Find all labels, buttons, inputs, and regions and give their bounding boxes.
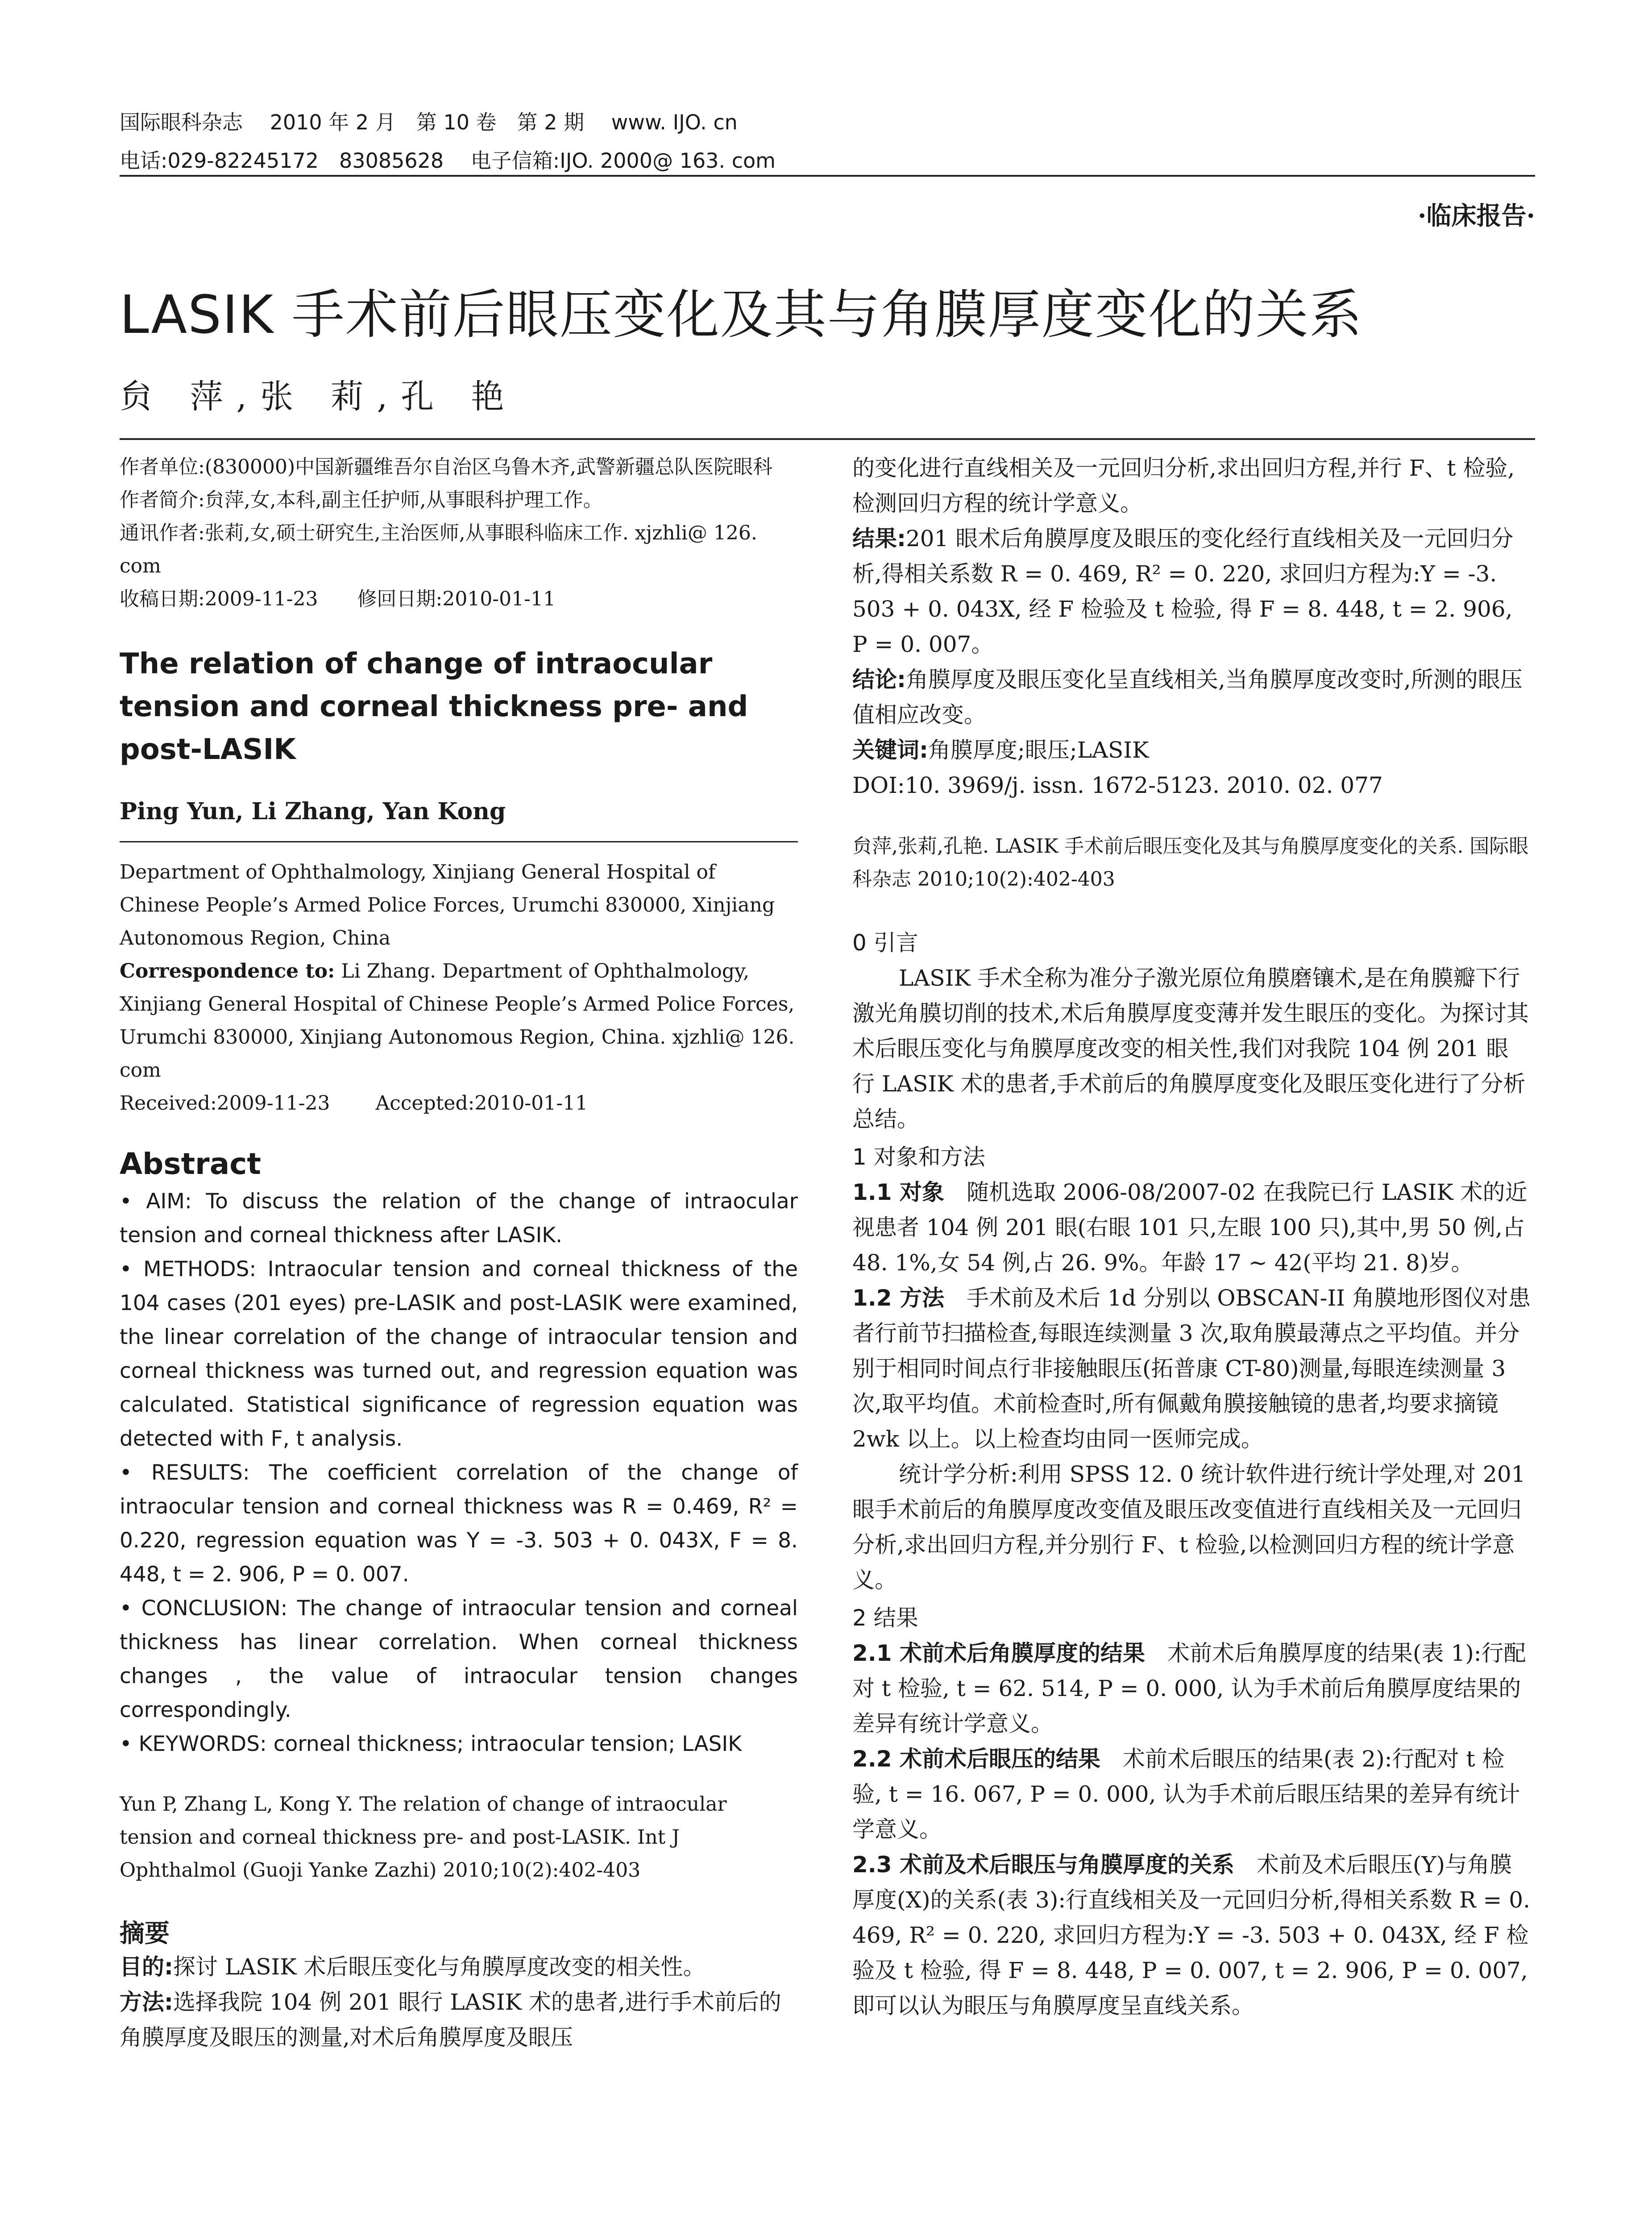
keywords-label: 关键词: (852, 737, 928, 763)
section-heading-results: 2 结果 (852, 1605, 918, 1631)
english-authors-rule (120, 841, 798, 842)
result-23-paragraph (852, 1847, 1531, 2024)
subjects-paragraph (852, 1175, 1531, 1281)
section-heading-intro: 0 引言 (852, 930, 918, 956)
methods-label: 1.2 方法 (852, 1285, 944, 1311)
chinese-conclusion (852, 662, 1531, 733)
purpose-label: 目的: (120, 1954, 173, 1980)
journal-header-line2: 电话:029-82245172 83085628 电子信箱:IJO. 2000@ 163. com (120, 149, 776, 173)
method-label: 方法: (120, 1989, 173, 2015)
affiliation: 作者单位:(830000)中国新疆维吾尔自治区乌鲁木齐,武警新疆总队医院眼科 (120, 456, 773, 478)
article-title: LASIK 手术前后眼压变化及其与角膜厚度变化的关系 (120, 284, 1363, 345)
result-22-paragraph (852, 1742, 1531, 1847)
purpose-text: 探讨 LASIK 术后眼压变化与角膜厚度改变的相关性。 (173, 1954, 706, 1980)
article-authors: 贠 萍,张 莉,孔 艳 (120, 377, 518, 416)
english-citation: Yun P, Zhang L, Kong Y. The relation of change of intraocular tension and corneal thickness pre- and post-LASIK. Int J Ophthalmol (Guoji Yanke Zazhi) 2010;10(2):402-403 (120, 1793, 727, 1882)
chinese-abstract-heading: 摘要 (120, 1919, 170, 1948)
result-22-label: 2.2 术前术后眼压的结果 (852, 1746, 1100, 1772)
result-23-label: 2.3 术前及术后眼压与角膜厚度的关系 (852, 1852, 1234, 1878)
english-affiliation: Department of Ophthalmology, Xinjiang General Hospital of Chinese People’s Armed Police Forces, Urumchi 830000, Xinjiang Autonomous Region, China (120, 861, 775, 950)
abstract-keywords: • KEYWORDS: corneal thickness; intraocular tension; LASIK (120, 1732, 742, 1756)
chinese-keywords (852, 733, 1531, 768)
subjects-label: 1.1 对象 (852, 1179, 944, 1205)
conclusion-text: 角膜厚度及眼压变化呈直线相关,当角膜厚度改变时,所测的眼压值相应改变。 (852, 667, 1523, 728)
subjects-text: 随机选取 2006-08/2007-02 在我院已行 LASIK 术的近视患者 104 例 201 眼(右眼 101 只,左眼 100 只),其中,男 50 例,占 48. 1%,女 54 例,占 26. 9%。年龄 17 ~ 42(平均 21. 8)岁。 (852, 1179, 1527, 1276)
abstract-methods: • METHODS: Intraocular tension and corneal thickness of the 104 cases (201 eyes) pre-LASIK and post-LASIK were examined, the linear correlation of the change of intraocular tension and corneal thickness was turned out, and regression equation was calculated. Statistical significance of regression equation was detected with F, t analysis. (120, 1257, 798, 1451)
section-tag: ·临床报告· (1418, 201, 1535, 231)
header-rule (120, 175, 1535, 177)
chinese-result (852, 521, 1531, 662)
english-correspondence (120, 955, 798, 1087)
chinese-method (120, 1985, 798, 2055)
abstract-heading: Abstract (120, 1147, 261, 1181)
methods-text: 手术前及术后 1d 分别以 OBSCAN-II 角膜地形图仪对患者行前节扫描检查,每眼连续测量 3 次,取角膜最薄点之平均值。并分别于相同时间点行非接触眼压(拓普康 CT-80)测量,每眼连续测量 3 次,取平均值。术前检查时,所有佩戴角膜接触镜的患者,均要求摘镜 2wk 以上。以上检查均由同一医师完成。 (852, 1285, 1531, 1452)
methods-paragraph (852, 1281, 1531, 1457)
right-column (852, 451, 1531, 2024)
chinese-citation: 贠萍,张莉,孔艳. LASIK 手术前后眼压变化及其与角膜厚度变化的关系. 国际眼科杂志 2010;10(2):402-403 (852, 835, 1529, 891)
left-column (120, 451, 798, 2055)
result-text: 201 眼术后角膜厚度及眼压的变化经行直线相关及一元回归分析,得相关系数 R = 0. 469, R² = 0. 220, 求回归方程为:Y = -3. 503 + 0. 043X, 经 F 检验及 t 检验, 得 F = 8. 448, t = 2. 906, P = 0. 007。 (852, 526, 1514, 657)
result-21-paragraph (852, 1636, 1531, 1742)
chinese-method-continued: 的变化进行直线相关及一元回归分析,求出回归方程,并行 F、t 检验,检测回归方程的统计学意义。 (852, 455, 1515, 516)
author-profile: 作者简介:贠萍,女,本科,副主任护师,从事眼科护理工作。 (120, 489, 603, 511)
english-authors: Ping Yun, Li Zhang, Yan Kong (120, 798, 506, 825)
author-info (120, 451, 798, 616)
journal-header-line1: 国际眼科杂志 2010 年 2 月 第 10 卷 第 2 期 www. IJO. cn (120, 110, 738, 134)
section-heading-methods: 1 对象和方法 (852, 1144, 985, 1170)
correspondence-text: Li Zhang. Department of Ophthalmology, Xinjiang General Hospital of Chinese People’s Armed Police Forces, Urumchi 830000, Xinjiang Autonomous Region, China. xjzhli@ 126. com (120, 960, 795, 1082)
statistics-paragraph: 统计学分析:利用 SPSS 12. 0 统计软件进行统计学处理,对 201 眼手术前后的角膜厚度改变值及眼压改变值进行直线相关及一元回归分析,求出回归方程,并分别行 F、t 检验,以检测回归方程的统计学意义。 (852, 1461, 1526, 1593)
doi: DOI:10. 3969/j. issn. 1672-5123. 2010. 02. 077 (852, 772, 1383, 798)
intro-paragraph: LASIK 手术全称为准分子激光原位角膜磨镶术,是在角膜瓣下行激光角膜切削的技术,术后角膜厚度变薄并发生眼压的变化。为探讨其术后眼压变化与角膜厚度改变的相关性,我们对我院 104 例 201 眼行 LASIK 术的患者,手术前后的角膜厚度变化及眼压变化进行了分析总结。 (852, 965, 1529, 1132)
result-label: 结果: (852, 526, 906, 552)
conclusion-label: 结论: (852, 667, 906, 693)
result-21-text: 术前术后角膜厚度的结果(表 1):行配对 t 检验, t = 62. 514, P = 0. 000, 认为手术前后角膜厚度结果的差异有统计学意义。 (852, 1640, 1526, 1737)
abstract-aim: • AIM: To discuss the relation of the change of intraocular tension and corneal thickness after LASIK. (120, 1189, 798, 1248)
corresponding-author: 通讯作者:张莉,女,硕士研究生,主治医师,从事眼科临床工作. xjzhli@ 126. com (120, 522, 757, 577)
english-title: The relation of change of intraocular tension and corneal thickness pre- and post-LASIK (120, 647, 748, 766)
result-22-text: 术前术后眼压的结果(表 2):行配对 t 检验, t = 16. 067, P = 0. 000, 认为手术前后眼压结果的差异有统计学意义。 (852, 1746, 1520, 1842)
title-rule (120, 438, 1535, 440)
correspondence-label: Correspondence to: (120, 960, 335, 983)
abstract-conclusion: • CONCLUSION: The change of intraocular tension and corneal thickness has linear correlation. When corneal thickness changes , the value of intraocular tension changes correspondingly. (120, 1596, 798, 1722)
abstract-results: • RESULTS: The coefficient correlation of the change of intraocular tension and corneal thickness was R = 0.469, R² = 0.220, regression equation was Y = -3. 503 + 0. 043X, F = 8. 448, t = 2. 906, P = 0. 007. (120, 1460, 798, 1587)
method-text: 选择我院 104 例 201 眼行 LASIK 术的患者,进行手术前后的角膜厚度及眼压的测量,对术后角膜厚度及眼压 (120, 1989, 781, 2050)
english-received: Received:2009-11-23 Accepted:2010-01-11 (120, 1092, 588, 1115)
keywords-text: 角膜厚度;眼压;LASIK (928, 737, 1149, 763)
chinese-purpose (120, 1949, 798, 1985)
result-23-text: 术前及术后眼压(Y)与角膜厚度(X)的关系(表 3):行直线相关及一元回归分析,得相关系数 R = 0. 469, R² = 0. 220, 求回归方程为:Y = -3. 503 + 0. 043X, 经 F 检验及 t 检验, 得 F = 8. 448, P = 0. 007, t = 2. 906, P = 0. 007, 即可以认为眼压与角膜厚度呈直线关系。 (852, 1852, 1530, 2019)
received-dates: 收稿日期:2009-11-23 修回日期:2010-01-11 (120, 588, 556, 610)
result-21-label: 2.1 术前术后角膜厚度的结果 (852, 1640, 1145, 1666)
